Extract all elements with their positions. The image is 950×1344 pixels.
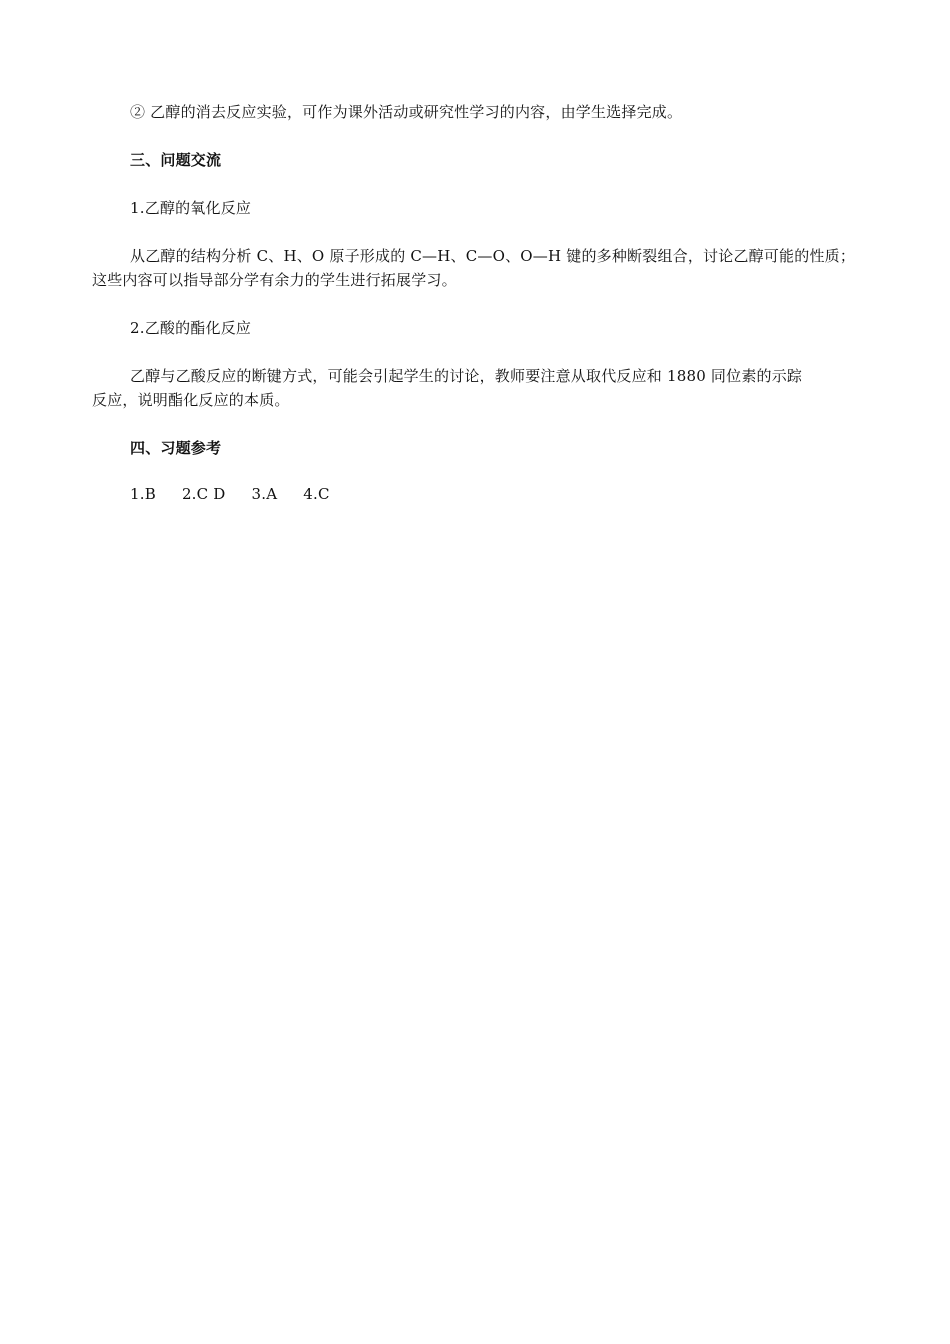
- answer-list: [130, 484, 356, 504]
- paragraph-ethanol-elimination: ② 乙醇的消去反应实验，可作为课外活动或研究性学习的内容，由学生选择完成。: [130, 103, 683, 121]
- paragraph-oxidation-line1: 从乙醇的结构分析 C、H、O 原子形成的 C—H、C—O、O—H 键的多种断裂组合，讨论乙醇可能的性质；: [130, 247, 856, 265]
- answer-3: 3.A: [251, 485, 278, 503]
- section-heading-exercises: 四、习题参考: [130, 439, 222, 457]
- subheading-acetic-esterification: 2.乙酸的酯化反应: [130, 319, 252, 337]
- section-heading-questions: 三、问题交流: [130, 151, 222, 169]
- answer-1: 1.B: [130, 485, 156, 503]
- paragraph-esterification-line1: 乙醇与乙酸反应的断键方式，可能会引起学生的讨论，教师要注意从取代反应和 1880 同位素的示踪: [130, 367, 803, 385]
- paragraph-esterification-line2: 反应，说明酯化反应的本质。: [92, 391, 290, 409]
- paragraph-oxidation-line2: 这些内容可以指导部分学有余力的学生进行拓展学习。: [92, 271, 457, 289]
- subheading-ethanol-oxidation: 1.乙醇的氧化反应: [130, 199, 252, 217]
- answer-2: 2.C D: [181, 485, 226, 503]
- answer-4: 4.C: [303, 485, 330, 503]
